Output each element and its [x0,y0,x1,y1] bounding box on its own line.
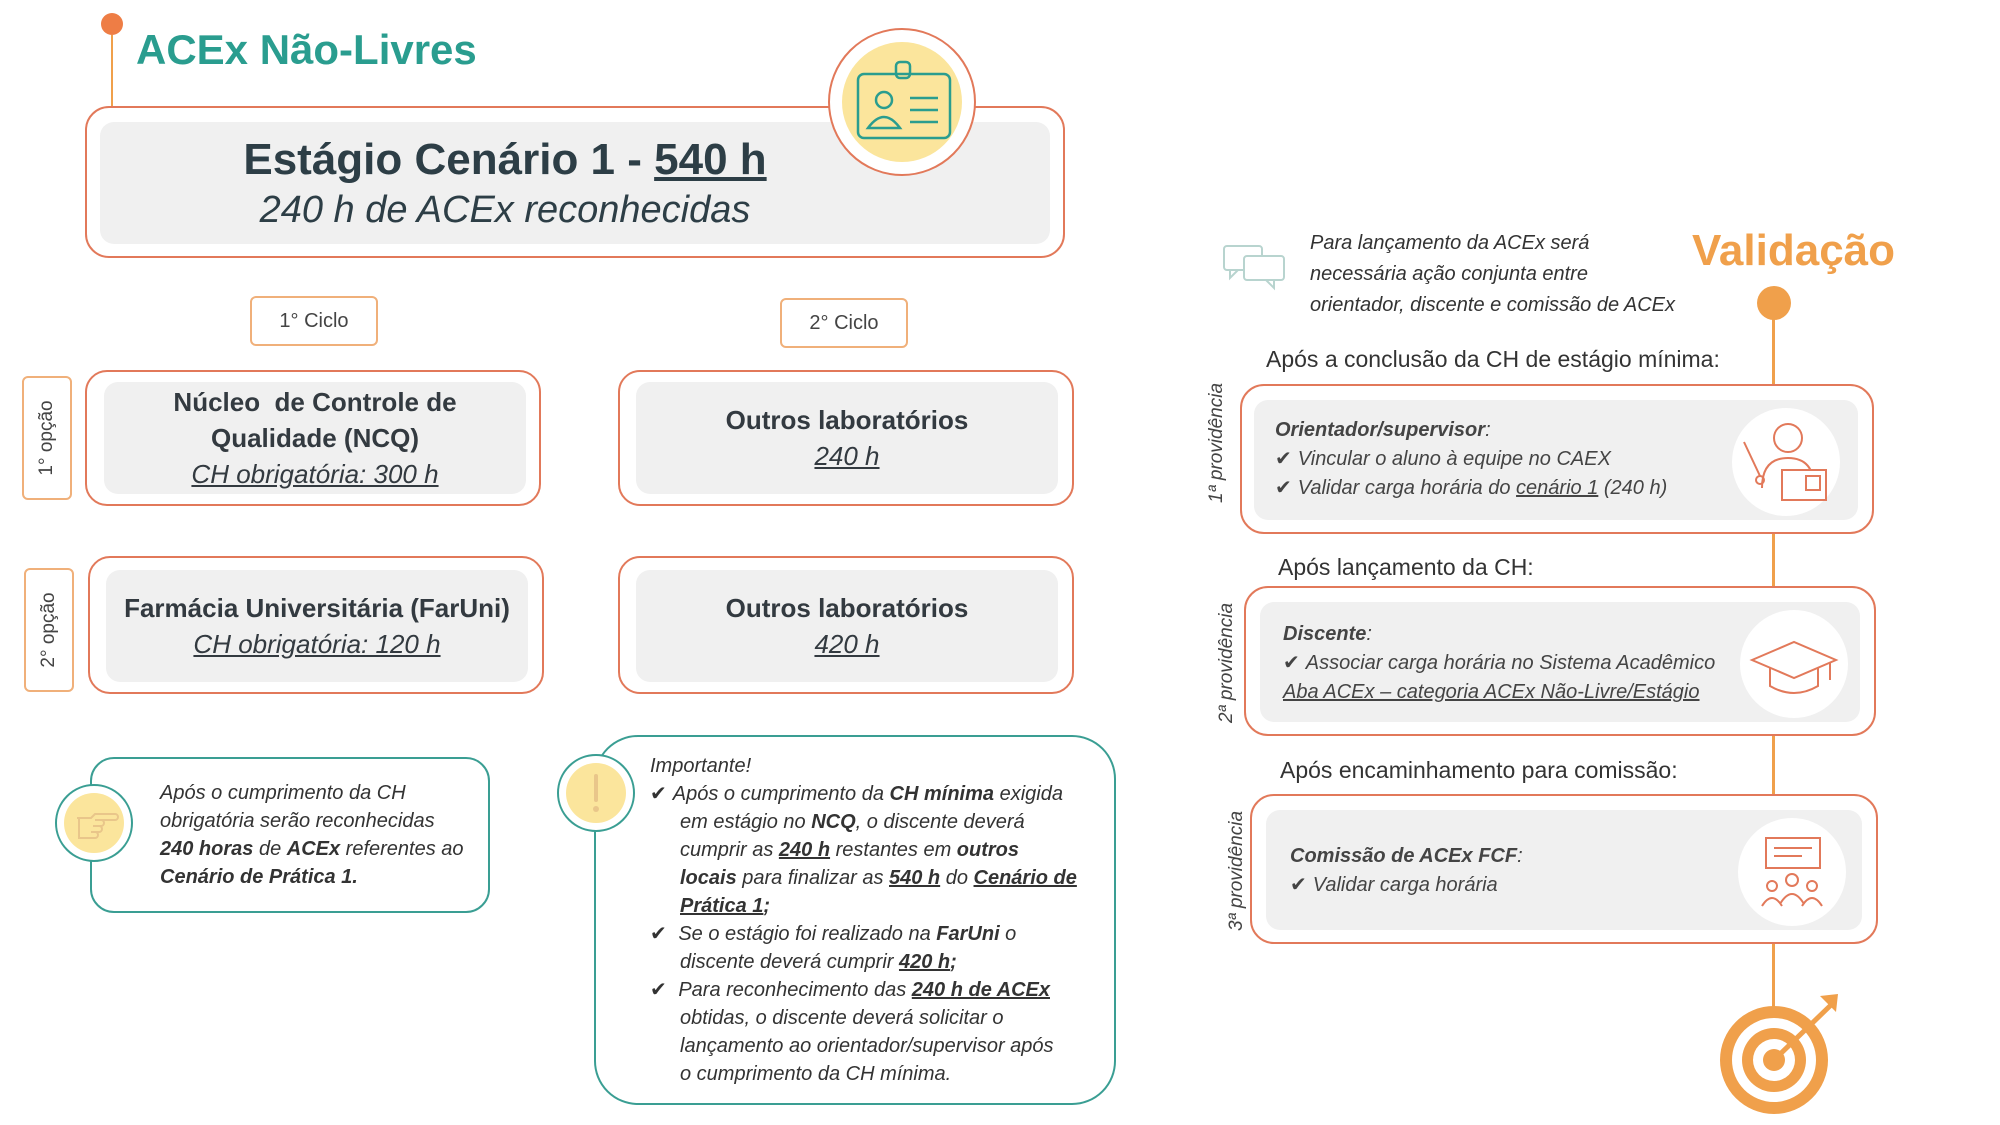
important-text: Importante! ✔ Após o cumprimento da CH mínima exigida em estágio no NCQ, o discente deverá cumprir as 240 h restantes em outros locais para finalizar as 540 h do Cenário de Prática 1; ✔ Se o estágio foi realizado na FarUni o discente deverá cumprir 420 h; ✔ Para reconhecimento das 240 h de ACEx obtidas, o discente deverá solicitar o lançamento ao orientador/supervisor após o cumprimento da CH mínima. [650,752,1077,1088]
committee-icon [1738,818,1846,926]
title-line [111,35,113,107]
page-title: ACEx Não-Livres [136,26,477,73]
note-line2: obrigatória serão reconhecidas [160,810,435,832]
target-icon [1700,990,1860,1120]
scenario-title: Estágio Cenário 1 - 540 h [243,134,767,184]
outros-2-panel [636,570,1058,682]
check-icon: ✔ [650,783,667,805]
graduation-cap-icon [1740,610,1848,718]
step1-label: 1ª providência [1206,382,1227,504]
step2-heading: Após lançamento da CH: [1278,554,1534,580]
outros-1-hours: 240 h [814,441,880,471]
outros-2-hours: 420 h [814,629,880,659]
step3-heading: Após encaminhamento para comissão: [1280,757,1678,783]
chat-bubbles-icon [1222,244,1290,292]
ncq-ch: CH obrigatória: 300 h [191,459,439,489]
outros-2-title: Outros laboratórios [725,593,969,623]
faruni-panel [106,570,528,682]
scenario-subtitle: 240 h de ACEx reconhecidas [259,188,751,231]
check-icon: ✔ [650,923,667,945]
step2-label: 2ª providência [1216,602,1237,724]
outros-1-title: Outros laboratórios [725,405,969,435]
timeline-dot [1757,286,1791,320]
pointing-hand-icon [55,784,133,862]
important-title: Importante! [650,755,752,777]
exclamation-icon [557,754,635,832]
outros-1-panel [636,382,1058,494]
option-1-tag: 1° opção [22,376,72,500]
ncq-line2: Qualidade (NCQ) [210,423,419,453]
ncq-panel [104,382,526,494]
step2-text: Discente: ✔ Associar carga horária no Sistema Acadêmico Aba ACEx – categoria ACEx Não-Livre/Estágio [1283,623,1716,703]
title-dot [101,13,123,35]
note-line1: Após o cumprimento da CH [160,782,406,804]
note-line4: Cenário de Prática 1. [160,866,358,888]
validation-intro: Para lançamento da ACEx será necessária ação conjunta entre orientador, discente e comissão de ACEx [1310,232,1676,316]
faruni-title: Farmácia Universitária (FarUni) [124,593,510,623]
option-2-tag: 2° opção [24,568,74,692]
validation-title: Validação [1692,226,1896,275]
scenario-hours: 540 h [654,134,767,184]
id-card-icon [828,28,976,176]
cycle-2-tag: 2° Ciclo [780,298,908,348]
step3-text: Comissão de ACEx FCF: ✔ Validar carga horária [1290,845,1523,896]
check-icon: ✔ [650,979,667,1001]
step3-label: 3ª providência [1226,810,1247,932]
teacher-icon [1732,408,1840,516]
ncq-line1: Núcleo de Controle de [173,387,457,417]
step1-heading: Após a conclusão da CH de estágio mínima: [1266,346,1720,372]
step1-text: Orientador/supervisor: ✔ Vincular o aluno à equipe no CAEX ✔ Validar carga horária do cenário 1 (240 h) [1275,419,1668,499]
note-text [160,779,464,891]
cycle-1-tag: 1° Ciclo [250,296,378,346]
faruni-ch: CH obrigatória: 120 h [193,629,441,659]
note-line3: 240 horas de ACEx referentes ao [160,838,464,860]
